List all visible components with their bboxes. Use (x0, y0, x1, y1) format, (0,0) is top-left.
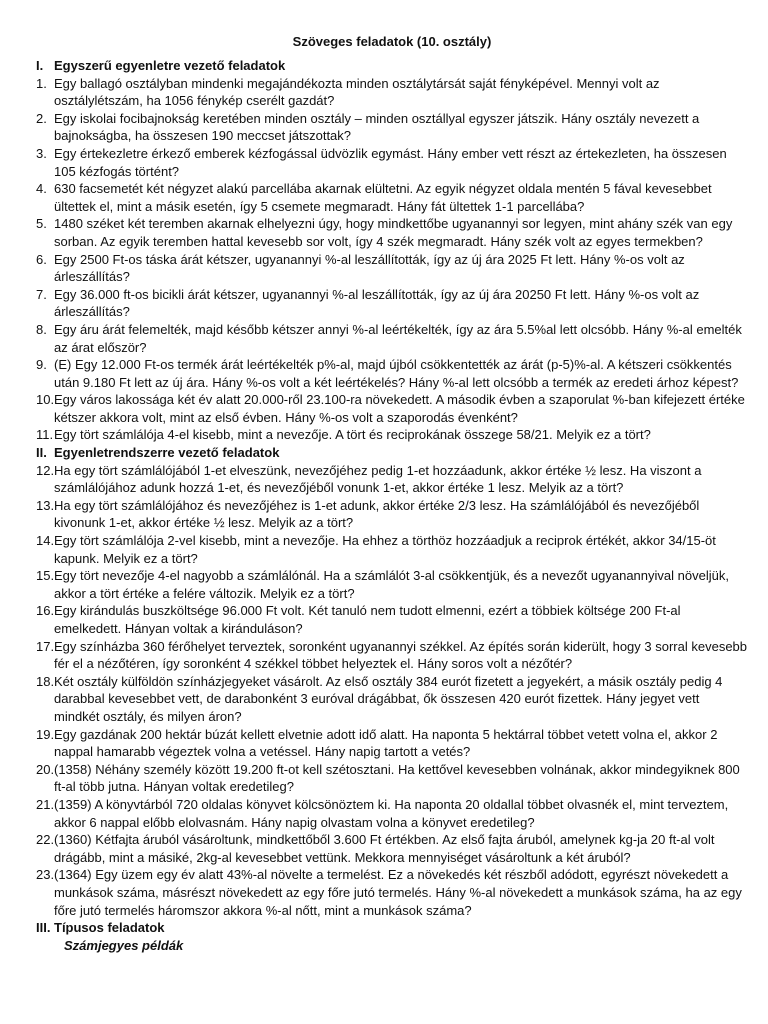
exercise-number: 5. (36, 216, 47, 232)
exercise-number: 4. (36, 181, 47, 197)
document-content (36, 57, 748, 937)
exercise-number: 20. (36, 761, 55, 777)
exercise-number: 3. (36, 145, 47, 161)
exercise-number: 23. (36, 867, 55, 883)
exercise-item (36, 796, 748, 831)
section-heading (36, 57, 748, 75)
exercise-text: Egy 36.000 ft-os bicikli árát kétszer, ugyanannyi %-al leszállították, így az új ára 20250 Ft lett. Hány %-os volt az árleszállítás? (54, 286, 700, 320)
exercise-item (36, 286, 748, 321)
exercise-text: Egy tört számlálója 2-vel kisebb, mint a nevezője. Ha ehhez a törthöz hozzáadjuk a reciprok értékét, akkor 34/15-öt kapunk. Melyik ez a tört? (54, 533, 716, 566)
exercise-number: 22. (36, 832, 55, 848)
exercise-item (36, 215, 748, 250)
document-page (36, 34, 748, 954)
exercise-text: (1358) Néhány személy között 19.200 ft-ot kell szétosztani. Ha kettővel kevesebben volnának, akkor mindegyiknek 800 ft-al több jutna. Hányan voltak eredetileg? (54, 761, 740, 795)
exercise-item (36, 567, 748, 602)
section-heading (36, 919, 748, 937)
exercise-number: 6. (36, 251, 47, 267)
exercise-text: Ha egy tört számlálójához és nevezőjéhez is 1-et adunk, akkor értéke 2/3 lesz. Ha számlálójából és nevezőjéből kivonunk 1-et, akkor értéke ½ lesz. Melyik az a tört? (54, 497, 700, 531)
exercise-text: Egy tört számlálója 4-el kisebb, mint a nevezője. A tört és reciprokának összege 58/21. Melyik ez a tört? (54, 427, 651, 443)
exercise-item (36, 638, 748, 673)
section-heading-text: Egyszerű egyenletre vezető feladatok (54, 58, 286, 73)
exercise-number: 2. (36, 110, 47, 126)
exercise-item (36, 462, 748, 497)
exercise-item (36, 391, 748, 426)
exercise-item (36, 761, 748, 796)
section-number: I. (36, 58, 44, 73)
exercise-item (36, 497, 748, 532)
exercise-text: 630 facsemetét két négyzet alakú parcellába akarnak elültetni. Az egyik négyzet oldala mentén 5 fával kevesebbet ültettek el, mint a másik esetén, így 5 csemete megmaradt. Hány fát ültettek 1-1 parcellába? (54, 181, 712, 214)
exercise-number: 16. (36, 603, 55, 619)
exercise-item (36, 321, 748, 356)
exercise-item (36, 145, 748, 180)
exercise-number: 11. (36, 427, 54, 443)
exercise-item (36, 532, 748, 567)
exercise-text: Egy 2500 Ft-os táska árát kétszer, ugyanannyi %-al leszállították, így az új ára 2025 Ft lett. Hány %-os volt az árleszállítás? (54, 251, 685, 285)
exercise-number: 8. (36, 321, 47, 337)
exercise-text: Két osztály külföldön színházjegyeket vásárolt. Az első osztály 384 eurót fizetett a jegyekért, a másik osztály pedig 4 darabbal kevesebbet vett, de darabonként 3 euróval drágábbat, ők összesen 420 eurót fizettek. Hány jegyet vett mindkét osztály, és milyen áron? (54, 673, 723, 724)
exercise-text: Egy áru árát felemelték, majd később kétszer annyi %-al leértékelték, így az ára 5.5%al lett olcsóbb. Hány %-al emelték az árat először? (54, 321, 742, 355)
exercise-item (36, 426, 748, 444)
exercise-number: 12. (36, 462, 55, 478)
section-heading-text: Típusos feladatok (54, 920, 165, 936)
exercise-number: 17. (36, 638, 55, 654)
section-heading-text: Egyenletrendszerre vezető feladatok (54, 445, 280, 461)
exercise-item (36, 602, 748, 637)
exercise-item (36, 251, 748, 286)
exercise-item (36, 75, 748, 110)
exercise-number: 19. (36, 726, 55, 742)
exercise-text: Egy kirándulás buszköltsége 96.000 Ft volt. Két tanuló nem tudott elmenni, ezért a többiek költsége 200 Ft-al emelkedett. Hányan voltak a kiránduláson? (54, 603, 681, 636)
exercise-text: (1360) Kétfajta áruból vásároltunk, mindkettőből 3.600 Ft értékben. Az első fajta áruból, amelynek kg-ja 20 ft-al volt drágább, mint a másiké, 2kg-al kevesebbet vettünk. Mekkora mennyiséget vásároltunk a két áruból? (54, 832, 715, 865)
exercise-text: (1364) Egy üzem egy év alatt 43%-al növelte a termelést. Ez a növekedés két részből adódott, egyrészt növekedett a munkások száma, másrészt növekedett az egy főre jutó termelés. Hány %-al növekedett a munkások száma, ha az egy főre jutó termelés háromszor akkora %-al nőtt, mint a munkások száma? (54, 867, 742, 918)
exercise-item (36, 831, 748, 866)
section-number: II. (36, 445, 47, 461)
exercise-item (36, 673, 748, 726)
exercise-item (36, 110, 748, 145)
exercise-number: 18. (36, 673, 55, 689)
exercise-text: Egy gazdának 200 hektár búzát kellett elvetnie adott idő alatt. Ha naponta 5 hektárral többet vetett volna el, akkor 2 nappal hamarabb végeztek volna a vetéssel. Hány napig tartott a vetés? (54, 726, 718, 760)
exercise-item (36, 356, 748, 391)
exercise-text: Ha egy tört számlálójából 1-et elveszünk, nevezőjéhez pedig 1-et hozzáadunk, akkor értéke ½ lesz. Ha viszont a számlálójához adunk hozzá 1-et, és nevezőjéből vonunk 1-et, akkor értéke 1 lesz. Melyik az a tört? (54, 462, 702, 496)
exercise-number: 1. (36, 75, 47, 91)
exercise-number: 15. (36, 568, 55, 584)
exercise-number: 9. (36, 357, 47, 373)
exercise-number: 10. (36, 392, 55, 408)
exercise-item (36, 866, 748, 919)
exercise-text: 1480 széket két teremben akarnak elhelyezni úgy, hogy mindkettőbe ugyanannyi sor legyen, mint ahány szék van egy sorban. Az egyik teremben hattal kevesebb sor volt, így 4 szék megmaradt. Hány szék volt az egyes termekben? (54, 216, 733, 249)
exercise-text: Egy tört nevezője 4-el nagyobb a számlálónál. Ha a számlálót 3-al csökkentjük, és a nevezőt ugyanannyival növeljük, akkor a tört értéke a felére változik. Melyik ez a tört? (54, 568, 729, 601)
exercise-text: Egy értekezletre érkező emberek kézfogással üdvözlik egymást. Hány ember vett részt az értekezleten, ha összesen 105 kézfogás történt? (54, 145, 727, 179)
exercise-text: (1359) A könyvtárból 720 oldalas könyvet kölcsönöztem ki. Ha naponta 20 oldallal többet olvasnék el, mint terveztem, akkor 6 nappal előbb elolvasnám. Hány napig olvastam volna a könyvet eredetileg? (54, 796, 729, 830)
exercise-text: (E) Egy 12.000 Ft-os termék árát leértékelték p%-al, majd újból csökkentették az árát (p-5)%-al. A kétszeri csökkentés után 9.180 Ft lett az új ára. Hány %-os volt a két leértékelés? Hány %-al lett olcsóbb a termék az eredeti árhoz képest? (54, 357, 739, 390)
exercise-number: 14. (36, 533, 55, 549)
exercise-text: Egy ballagó osztályban mindenki megajándékozta minden osztálytársát saját fényképével. Mennyi volt az osztálylétszám, ha 1056 fénykép cserélt gazdát? (54, 75, 660, 109)
exercise-number: 21. (36, 796, 55, 812)
exercise-item (36, 180, 748, 215)
exercise-text: Egy színházba 360 férőhelyet terveztek, soronként ugyanannyi székkel. Az építés során kiderült, hogy 3 sorral kevesebb fér el a nézőtéren, így soronként 4 székkel többet helyeztek el. Hány soros volt a nézőtér? (54, 638, 748, 672)
exercise-number: 7. (36, 286, 47, 302)
exercise-text: Egy város lakossága két év alatt 20.000-ről 23.100-ra növekedett. A második évben a szaporulat %-ban kifejezett értéke kétszer akkora volt, mint az első évben. Hány %-os volt a szaporodás évenként? (54, 392, 745, 425)
section-number: III. (36, 920, 51, 936)
exercise-number: 13. (36, 497, 55, 513)
section-heading (36, 444, 748, 462)
subheading-number-examples: Számjegyes példák (64, 937, 184, 953)
document-title: Szöveges feladatok (10. osztály) (292, 34, 492, 49)
exercise-item (36, 726, 748, 761)
exercise-text: Egy iskolai focibajnokság keretében minden osztály – minden osztállyal egyszer játszik. Hány osztály nevezett a bajnokságba, ha összesen 190 meccset játszottak? (54, 110, 700, 144)
